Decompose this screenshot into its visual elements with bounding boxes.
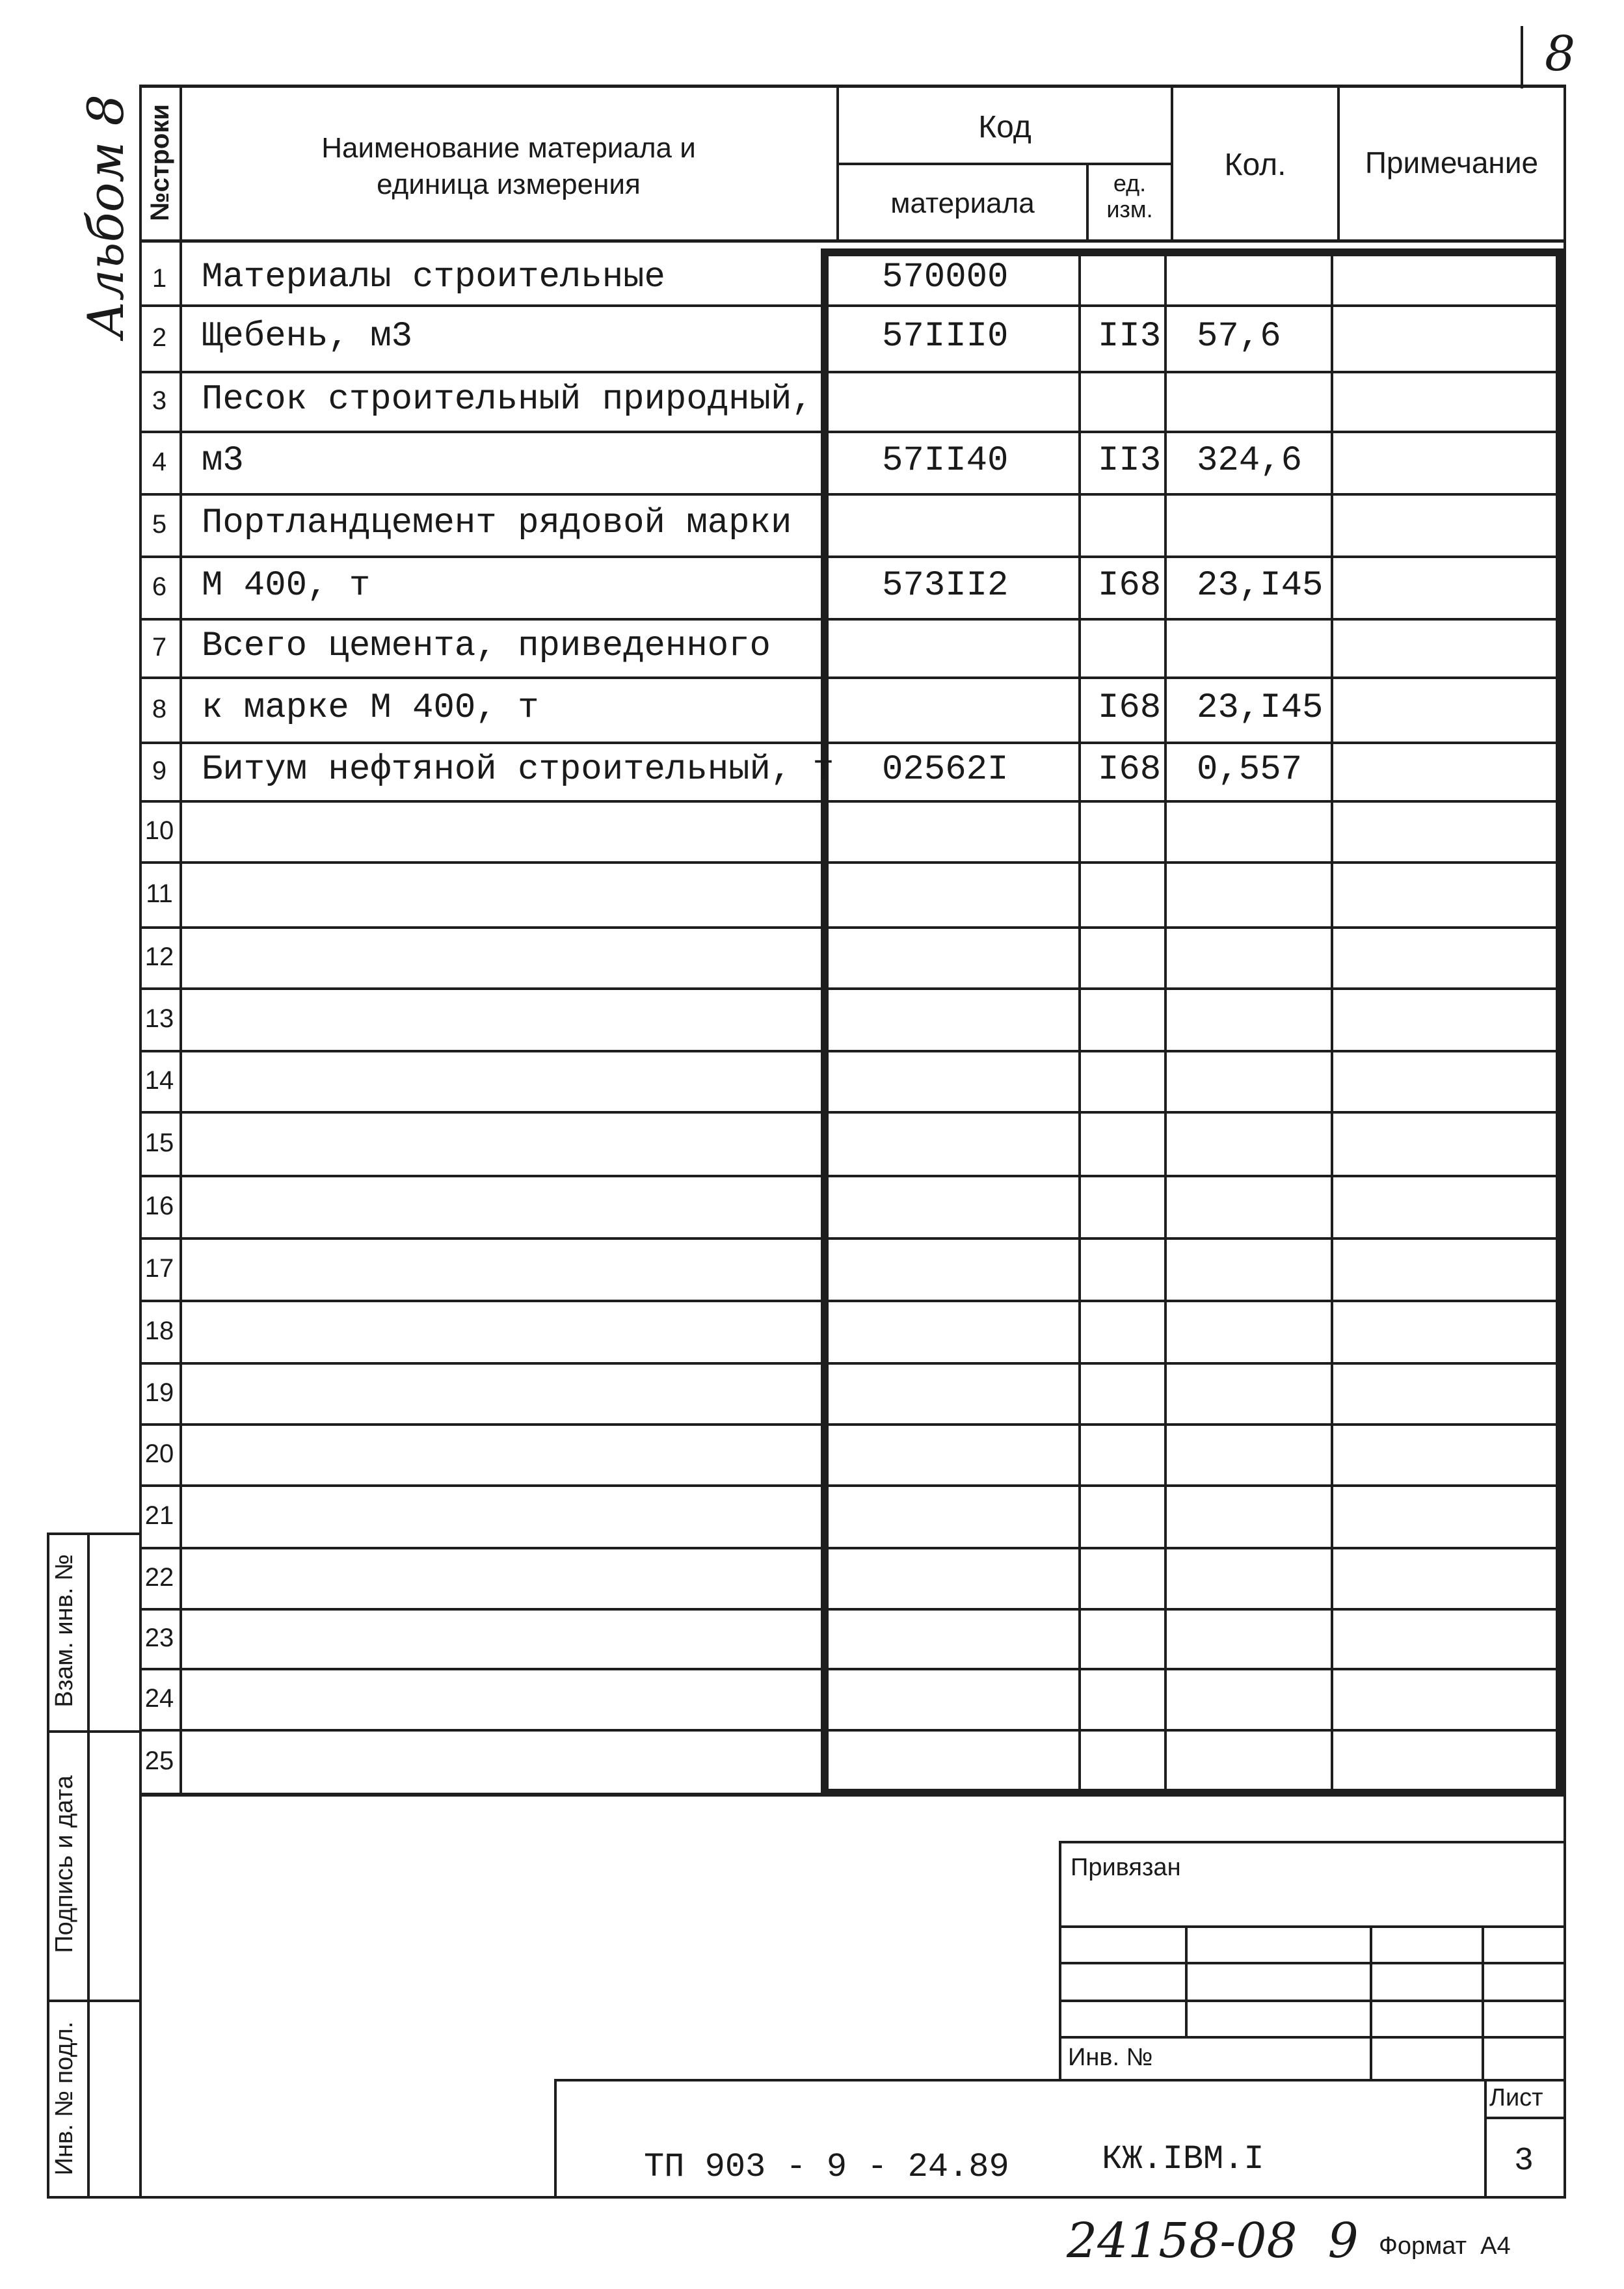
row-code: 573II2: [882, 566, 1009, 606]
row-unit: II3: [1098, 317, 1162, 356]
row-qty: 0,557: [1197, 750, 1303, 790]
row-code: 57III0: [882, 317, 1009, 356]
row-number: 6: [152, 572, 167, 601]
row-name: Портландцемент рядовой марки: [202, 503, 792, 543]
row-divider: [139, 676, 1566, 679]
row-divider: [139, 1608, 1566, 1611]
row-number: 15: [144, 1129, 174, 1157]
header-row-no: №строки: [146, 104, 174, 221]
row-number: 2: [152, 323, 167, 352]
row-number: 22: [144, 1563, 174, 1592]
row-number: 20: [144, 1439, 174, 1468]
designation: ТП 903 - 9 - 24.89: [644, 2148, 1009, 2186]
row-divider: [139, 304, 1566, 307]
header-unit: ед. изм.: [1106, 170, 1153, 222]
row-number: 4: [152, 448, 167, 476]
row-divider: [139, 556, 1566, 558]
row-divider: [139, 926, 1566, 929]
row-number: 18: [144, 1317, 174, 1345]
row-name: М 400, т: [202, 566, 371, 606]
row-divider: [139, 1362, 1566, 1365]
row-number: 16: [144, 1192, 174, 1220]
header-code: Код: [978, 110, 1032, 144]
row-name: к марке М 400, т: [202, 688, 539, 728]
row-divider: [139, 861, 1566, 864]
row-number: 10: [144, 816, 174, 845]
row-unit: I68: [1098, 566, 1162, 606]
row-divider: [139, 1484, 1566, 1487]
row-divider: [139, 1237, 1566, 1240]
row-unit: I68: [1098, 688, 1162, 728]
row-qty: 23,I45: [1197, 688, 1324, 728]
row-divider: [139, 742, 1566, 744]
row-divider: [139, 1547, 1566, 1549]
row-name: Щебень, м3: [202, 317, 413, 356]
row-number: 25: [144, 1747, 174, 1775]
row-number: 23: [144, 1624, 174, 1652]
sheet-number: 3: [1514, 2143, 1534, 2180]
row-divider: [139, 618, 1566, 621]
row-number: 14: [144, 1066, 174, 1095]
row-qty: 23,I45: [1197, 566, 1324, 606]
row-name: м3: [202, 441, 244, 481]
privyazan-label: Привязан: [1071, 1854, 1181, 1881]
row-divider: [139, 493, 1566, 496]
row-name: Всего цемента, приведенного: [202, 626, 771, 666]
row-number: 1: [152, 264, 167, 293]
vzam-inv-label: Взам. инв. №: [51, 1554, 78, 1707]
row-number: 3: [152, 386, 167, 415]
row-code: 570000: [882, 258, 1009, 297]
header-note: Примечание: [1364, 146, 1539, 180]
row-divider: [139, 431, 1566, 433]
format-label: Формат А4: [1379, 2232, 1511, 2260]
header-name: Наименование материала и единица измерения: [321, 132, 696, 200]
row-name: Битум нефтяной строительный, т: [202, 750, 834, 790]
row-divider: [139, 1793, 1566, 1795]
row-number: 5: [152, 510, 167, 539]
corner-sheet-number: 8: [1545, 26, 1576, 82]
row-divider: [139, 1423, 1566, 1426]
row-number: 19: [144, 1378, 174, 1407]
header-material: материала: [890, 187, 1035, 219]
row-unit: I68: [1098, 750, 1162, 790]
row-code: 57II40: [882, 441, 1009, 481]
row-name: Песок строительный природный,: [202, 380, 813, 420]
row-divider: [139, 1668, 1566, 1670]
inv-no-label: Инв. №: [1068, 2044, 1153, 2071]
row-number: 21: [144, 1501, 174, 1530]
row-number: 9: [152, 756, 167, 785]
row-divider: [139, 1175, 1566, 1177]
row-divider: [139, 371, 1566, 373]
row-divider: [139, 1729, 1566, 1732]
row-number: 8: [152, 695, 167, 723]
row-qty: 324,6: [1197, 441, 1303, 481]
row-name: Материалы строительные: [202, 258, 665, 297]
row-qty: 57,6: [1197, 317, 1281, 356]
row-divider: [139, 1300, 1566, 1302]
row-divider: [139, 800, 1566, 803]
row-divider: [139, 1050, 1566, 1052]
album-label: Альбом 8: [77, 94, 135, 338]
row-number: 7: [152, 633, 167, 662]
row-unit: II3: [1098, 441, 1162, 481]
row-divider: [139, 1111, 1566, 1114]
row-divider: [139, 987, 1566, 990]
handwritten-number: 24158-08 9: [1067, 2213, 1359, 2269]
doc-code: КЖ.IВМ.I: [1102, 2140, 1264, 2178]
row-number: 24: [144, 1684, 174, 1713]
row-code: 02562I: [882, 750, 1009, 790]
row-number: 13: [144, 1004, 174, 1033]
row-number: 11: [146, 879, 173, 908]
row-number: 12: [144, 943, 174, 971]
header-qty: Кол.: [1224, 148, 1286, 182]
podpis-data-label: Подпись и дата: [51, 1775, 78, 1953]
inv-podl-label: Инв. № подл.: [51, 2021, 78, 2176]
row-number: 17: [144, 1254, 174, 1283]
list-label: Лист: [1489, 2084, 1543, 2111]
